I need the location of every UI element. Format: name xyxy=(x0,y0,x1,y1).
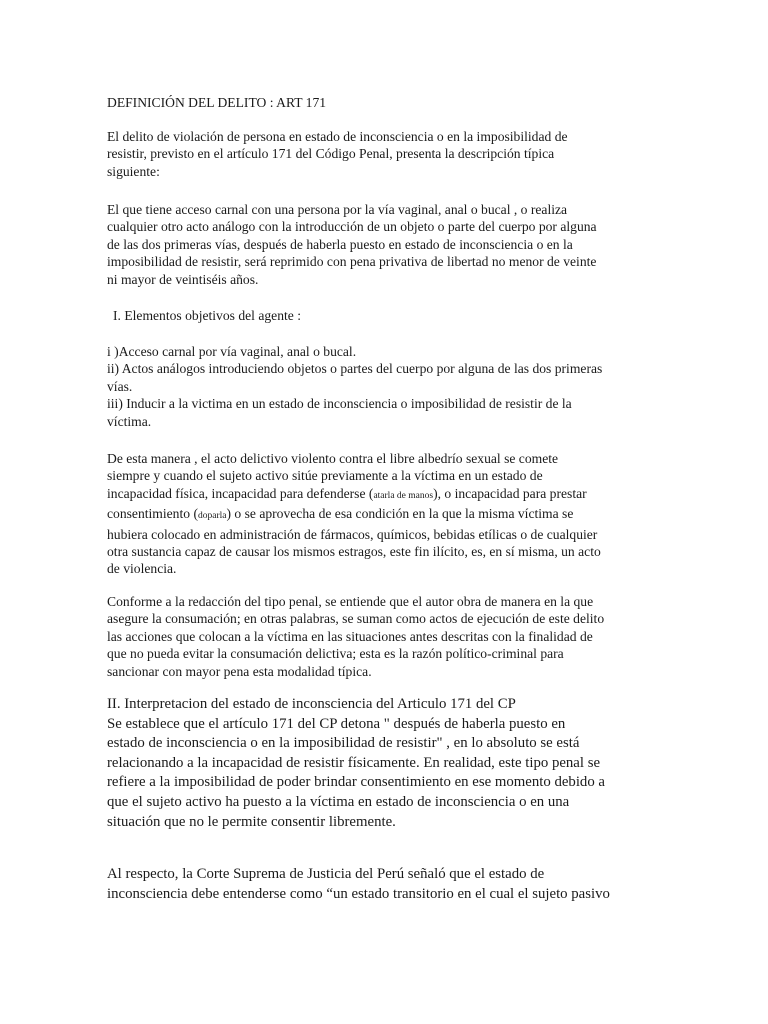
section-heading-elementos xyxy=(113,307,673,324)
text-line: de las dos primeras vías, después de haberla puesto en estado de inconsciencia o en la xyxy=(107,236,573,252)
list-item: víctima. xyxy=(107,413,152,429)
text-line: imposibilidad de resistir, será reprimido con pena privativa de libertad no menor de veinte xyxy=(107,254,597,270)
text-line: situación que no le permite consentir libremente. xyxy=(107,813,396,830)
text-line: que no pueda evitar la consumación delictiva; esta es la razón político-criminal para xyxy=(107,646,564,662)
document-title xyxy=(107,94,667,111)
text-line: inconsciencia debe entenderse como “un estado transitorio en el cual el sujeto pasivo xyxy=(107,885,610,902)
text-line: las acciones que colocan a la víctima en las situaciones antes descritas con la finalidad de xyxy=(107,628,593,644)
list-item: i )Acceso carnal por vía vaginal, anal o bucal. xyxy=(107,344,357,359)
text-run: consentimiento ( xyxy=(107,506,198,522)
section-interpretacion xyxy=(107,695,687,832)
text-line xyxy=(107,505,667,525)
text-line: siempre y cuando el sujeto activo sitúe previamente a la víctima en un estado de xyxy=(107,468,543,484)
text-line: resistir, previsto en el artículo 171 del Código Penal, presenta la descripción típica xyxy=(107,146,555,162)
text-line: refiere a la imposibilidad de poder brindar consentimiento en ese momento debido a xyxy=(107,774,606,791)
text-line: Al respecto, la Corte Suprema de Justicia del Perú señaló que el estado de xyxy=(107,866,545,882)
paragraph-conforme xyxy=(107,593,667,680)
text-line xyxy=(107,485,667,505)
paragraph-intro xyxy=(107,128,667,180)
paragraph-legal-text xyxy=(107,201,667,288)
text-line: estado de inconsciencia o en la imposibilidad de resistir" , en lo absoluto se está xyxy=(107,735,580,752)
text-line: sancionar con mayor pena esta modalidad típica. xyxy=(107,663,372,679)
text-line: El que tiene acceso carnal con una persona por la vía vaginal, anal o bucal , o realiza xyxy=(107,202,568,217)
text-line: asegure la consumación; en otras palabras, se suman como actos de ejecución de este delito xyxy=(107,611,605,627)
list-item: iii) Inducir a la victima en un estado de inconsciencia o imposibilidad de resistir de la xyxy=(107,396,572,412)
text-line: Conforme a la redacción del tipo penal, se entiende que el autor obra de manera en la que xyxy=(107,594,594,609)
text-line: cualquier otro acto análogo con la introducción de un objeto o parte del cuerpo por alguna xyxy=(107,219,597,235)
text-line: De esta manera , el acto delictivo violento contra el libre albedrío sexual se comete xyxy=(107,451,559,466)
text-run: ) o se aprovecha de esa condición en la que la misma víctima se xyxy=(226,506,574,522)
text-line: que el sujeto activo ha puesto a la víctima en estado de inconsciencia o en una xyxy=(107,793,570,810)
text-line: de violencia. xyxy=(107,561,177,577)
section-heading-interpretacion: II. Interpretacion del estado de inconsciencia del Articulo 171 del CP xyxy=(107,696,516,712)
title-line: DEFINICIÓN DEL DELITO : ART 171 xyxy=(107,95,327,110)
text-line: ni mayor de veintiséis años. xyxy=(107,271,259,287)
text-line: otra sustancia capaz de causar los mismos estragos, este fin ilícito, es, en sí misma, un acto xyxy=(107,544,601,560)
text-line: relacionando a la incapacidad de resistir físicamente. En realidad, este tipo penal se xyxy=(107,754,601,771)
small-text-run: doparla xyxy=(197,511,227,522)
text-run: ), o incapacidad para prestar xyxy=(433,485,587,501)
small-text-run: atarla de manos xyxy=(373,490,434,501)
elements-list xyxy=(107,343,667,430)
paragraph-manera xyxy=(107,450,667,578)
heading-line: I. Elementos objetivos del agente : xyxy=(113,308,301,323)
list-item: vías. xyxy=(107,378,133,394)
text-line: El delito de violación de persona en estado de inconsciencia o en la imposibilidad de xyxy=(107,129,568,144)
paragraph-corte-suprema xyxy=(107,865,687,904)
text-line: siguiente: xyxy=(107,163,160,179)
text-line: hubiera colocado en administración de fármacos, químicos, bebidas etílicas o de cualquier xyxy=(107,526,598,542)
text-run: incapacidad física, incapacidad para defenderse ( xyxy=(107,485,374,501)
list-item: ii) Actos análogos introduciendo objetos o partes del cuerpo por alguna de las dos primeras xyxy=(107,361,603,377)
text-line: Se establece que el artículo 171 del CP detona " después de haberla puesto en xyxy=(107,715,566,732)
